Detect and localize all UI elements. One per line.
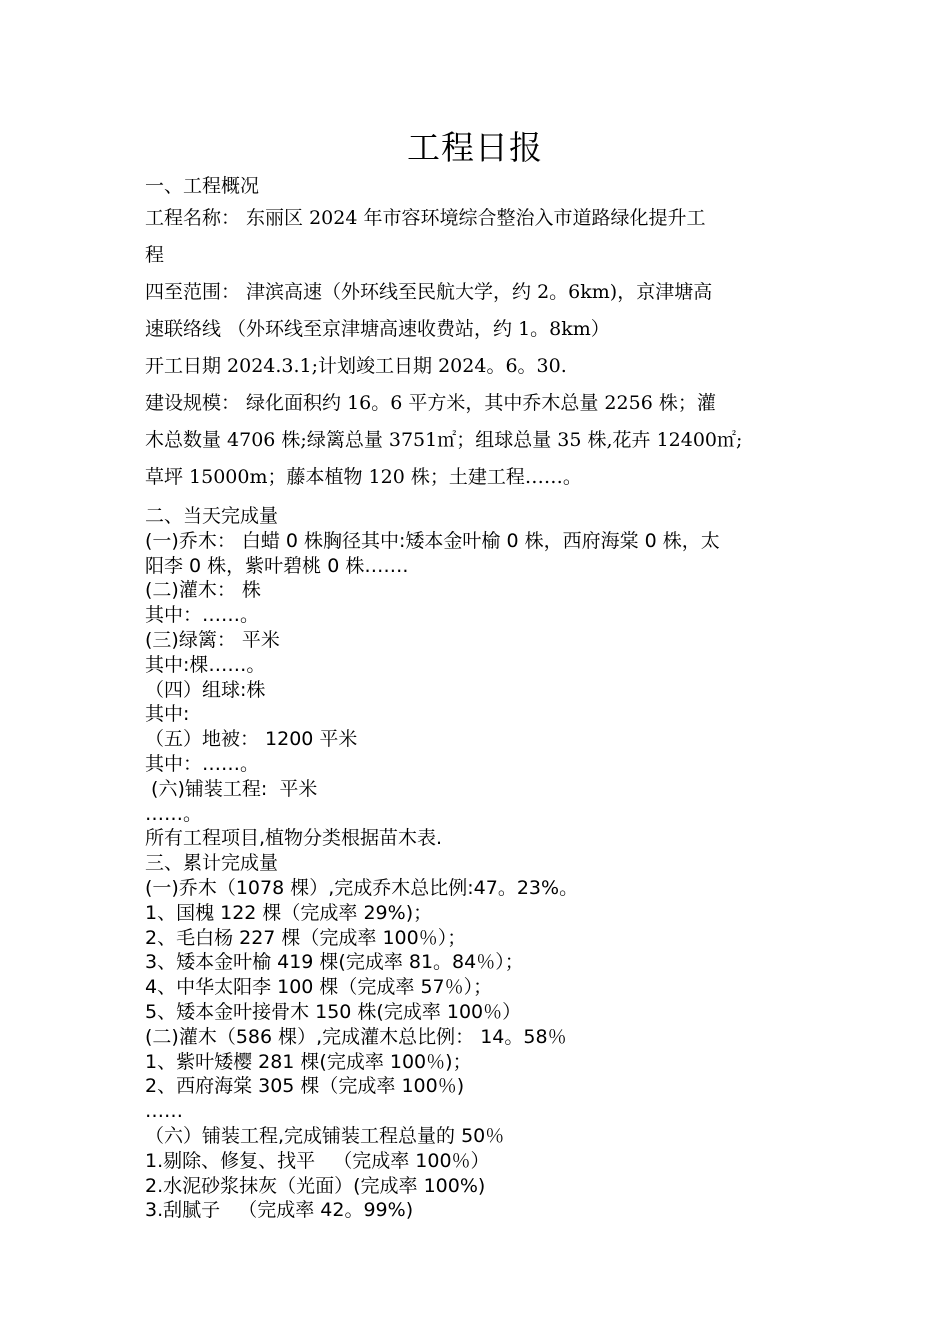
cumulative-item-line: 4、中华太阳李 100 棵（完成率 57％）； — [145, 976, 493, 999]
section-heading-cumulative: 三、累计完成量 — [145, 852, 279, 875]
daily-note-line: 所有工程项目,植物分类根据苗木表. — [145, 827, 443, 850]
section-heading-daily: 二、当天完成量 — [145, 505, 279, 527]
daily-item-line: （四）组球:株 — [145, 678, 266, 701]
page-title: 工程日报 — [407, 128, 543, 167]
daily-item-line: 其中：……。 — [145, 752, 260, 775]
cumulative-item-line: (二)灌木（586 棵）,完成灌木总比例： 14。58％ — [145, 1025, 567, 1048]
cumulative-item-line: 1.剔除、修复、找平 （完成率 100％） — [145, 1149, 490, 1172]
cumulative-item-line: 3.刮腻子 （完成率 42。99%) — [145, 1199, 414, 1222]
cumulative-item-line: 1、国槐 122 棵（完成率 29%)； — [145, 901, 433, 924]
scope-line: 四至范围： 津滨高速（外环线至民航大学，约 2。6km)，京津塘高 — [145, 281, 713, 303]
cumulative-item-line: 2、毛白杨 227 棵（完成率 100％）； — [145, 926, 467, 949]
daily-item-line: 其中:棵……。 — [145, 653, 266, 676]
schedule-line: 开工日期 2024.3.1;计划竣工日期 2024。6。30. — [145, 355, 567, 377]
cumulative-item-line: …… — [145, 1100, 183, 1123]
cumulative-item-line: 2、西府海棠 305 棵（完成率 100％) — [145, 1075, 465, 1098]
daily-item-line: 其中：……。 — [145, 604, 260, 627]
daily-item-line: 阳李 0 株，紫叶碧桃 0 株……. — [145, 554, 409, 577]
cumulative-item-line: 1、紫叶矮樱 281 棵(完成率 100％)； — [145, 1050, 472, 1073]
document-body — [145, 172, 810, 1223]
daily-item-line: （五）地被： 1200 平米 — [145, 728, 358, 751]
scope-continuation: 速联络线 （外环线至京津塘高速收费站，约 1。8km） — [145, 318, 610, 340]
scale-continuation-2: 草坪 15000m；藤本植物 120 株；土建工程……。 — [145, 466, 582, 488]
daily-item-line: (二)灌木： 株 — [145, 579, 261, 602]
daily-item-line: (六)铺装工程: 平米 — [145, 777, 318, 800]
daily-item-line: (三)绿篱： 平米 — [145, 628, 280, 651]
cumulative-item-line: 5、矮本金叶接骨木 150 株(完成率 100％） — [145, 1000, 522, 1023]
cumulative-item-line: 3、矮本金叶榆 419 棵(完成率 81。84％）； — [145, 951, 524, 974]
project-name-continuation: 程 — [145, 244, 165, 266]
daily-item-line: (一)乔木： 白蜡 0 株胸径其中:矮本金叶榆 0 株，西府海棠 0 株，太 — [145, 529, 720, 552]
daily-item-line: 其中: — [145, 703, 190, 726]
scale-line: 建设规模： 绿化面积约 16。6 平方米，其中乔木总量 2256 株；灌 — [145, 392, 716, 414]
daily-item-line: ……。 — [145, 802, 203, 825]
cumulative-item-line: （六）铺装工程,完成铺装工程总量的 50％ — [145, 1124, 505, 1147]
cumulative-item-line: 2.水泥砂浆抹灰（光面）(完成率 100%) — [145, 1174, 486, 1197]
section-heading-overview: 一、工程概况 — [145, 175, 260, 197]
project-name-line: 工程名称： 东丽区 2024 年市容环境综合整治入市道路绿化提升工 — [145, 207, 706, 229]
cumulative-item-line: (一)乔木（1078 棵）,完成乔木总比例:47。23%。 — [145, 876, 579, 899]
scale-continuation-1: 木总数量 4706 株;绿篱总量 3751㎡；组球总量 35 株,花卉 12400㎡; — [145, 429, 743, 451]
